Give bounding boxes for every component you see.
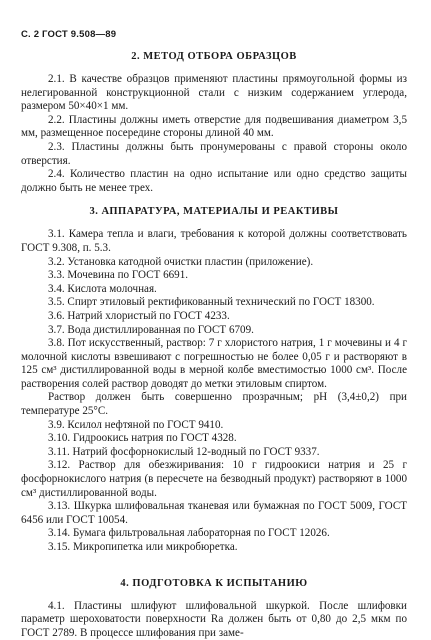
paragraph-3-13: 3.13. Шкурка шлифовальная тканевая или бумажная по ГОСТ 5009, ГОСТ 6456 или ГОСТ 10054. (21, 500, 407, 526)
section-heading: 4. ПОДГОТОВКА К ИСПЫТАНИЮ (120, 577, 308, 589)
page-header: С. 2 ГОСТ 9.508—89 (21, 29, 117, 40)
paragraph-3-8-ph: Раствор должен быть совершенно прозрачным; pH (3,4±0,2) при температуре 25°С. (21, 391, 407, 418)
paragraph-3-10: 3.10. Гидроокись натрия по ГОСТ 4328. (48, 432, 237, 445)
paragraph-3-3: 3.3. Мочевина по ГОСТ 6691. (48, 269, 189, 282)
paragraph-3-11: 3.11. Натрий фосфорнокислый 12-водный по ГОСТ 9337. (48, 445, 320, 458)
section-sampling-method (21, 50, 407, 195)
paragraph-3-8: 3.8. Пот искусственный, раствор: 7 г хлористого натрия, 1 г мочевины и 4 г молочной кислоты взвешивают с погрешностью не более 0,05 г и растворяют в 125 см³ дистиллированной воды в мерной колбе вместимостью 1000 см³. После растворения солей раствор доводят до метки этиловым спиртом. (21, 337, 407, 390)
paragraph-3-12: 3.12. Раствор для обезжиривания: 10 г гидроокиси натрия и 25 г фосфорнокислого натрия (в пересчете на безводный продукт) растворяют в 1000 см³ дистиллированной воды. (21, 459, 407, 499)
document-body (21, 50, 407, 640)
section-apparatus-materials (21, 205, 407, 554)
paragraph-3-7: 3.7. Вода дистиллированная по ГОСТ 6709. (48, 323, 254, 336)
paragraph-2-3: 2.3. Пластины должны быть пронумерованы с правой стороны около отверстия. (21, 140, 407, 167)
paragraph-3-2: 3.2. Установка катодной очистки пластин (приложение). (48, 255, 314, 268)
paragraph-4-1: 4.1. Пластины шлифуют шлифовальной шкуркой. После шлифовки параметр шероховатости поверхности Ra должен быть от 0,80 до 2,5 мкм по ГОСТ 2789. В процессе шлифования при заме- (21, 599, 407, 639)
section-heading: 3. АППАРАТУРА, МАТЕРИАЛЫ И РЕАКТИВЫ (89, 206, 339, 218)
paragraph-3-6: 3.6. Натрий хлористый по ГОСТ 4233. (48, 309, 230, 322)
paragraph-3-9: 3.9. Ксилол нефтяной по ГОСТ 9410. (48, 418, 224, 431)
paragraph-2-1: 2.1. В качестве образцов применяют пластины прямоугольной формы из нелегированной конструкционной стали с низким содержанием углерода, размером 50×40×1 мм. (21, 73, 407, 113)
paragraph-3-4: 3.4. Кислота молочная. (48, 282, 157, 295)
paragraph-2-4: 2.4. Количество пластин на одно испытание или одно средство защиты должно быть не менее трех. (21, 168, 407, 194)
paragraph-3-5: 3.5. Спирт этиловый ректификованный технический по ГОСТ 18300. (48, 296, 375, 309)
section-test-preparation (21, 577, 407, 640)
section-heading: 2. МЕТОД ОТБОРА ОБРАЗЦОВ (131, 51, 297, 62)
paragraph-3-14: 3.14. Бумага фильтровальная лабораторная по ГОСТ 12026. (48, 527, 330, 540)
paragraph-3-15: 3.15. Микропипетка или микробюретка. (48, 541, 238, 553)
paragraph-2-2: 2.2. Пластины должны иметь отверстие для подвешивания диаметром 3,5 мм, размещенное посередине стороны длиной 40 мм. (21, 113, 407, 140)
paragraph-3-1: 3.1. Камера тепла и влаги, требования к которой должны соответствовать ГОСТ 9.308, п. 5.3. (21, 228, 407, 254)
